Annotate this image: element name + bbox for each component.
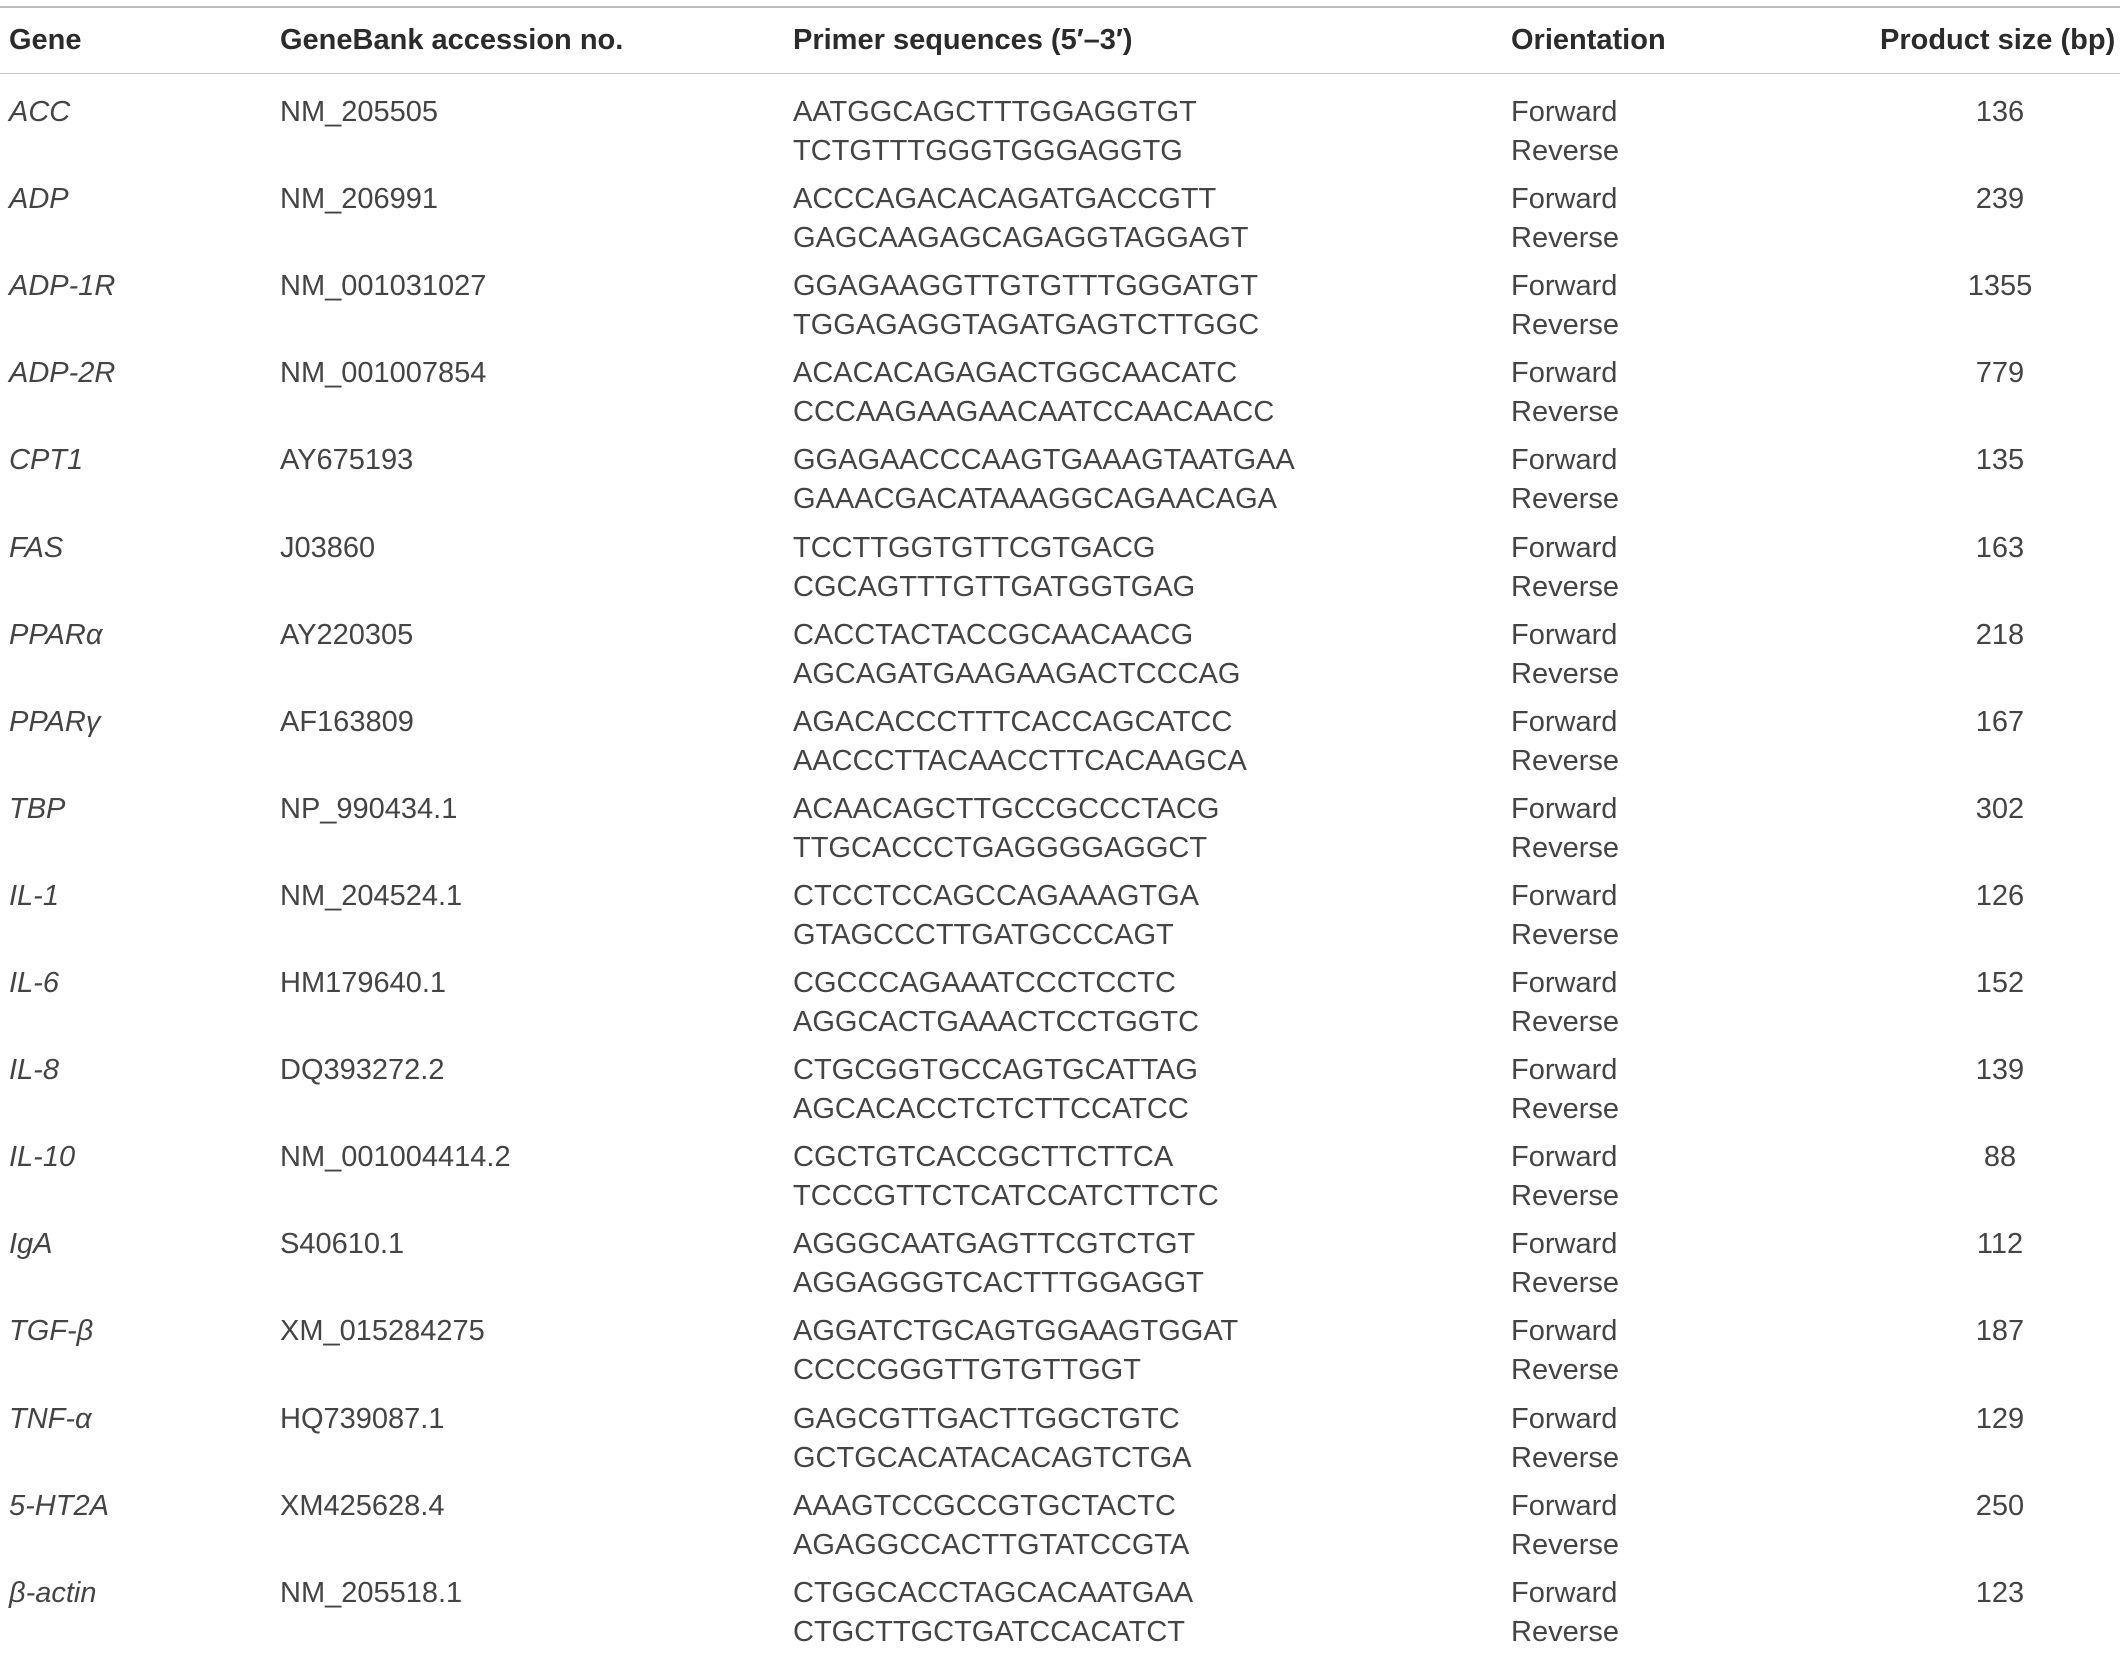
gene-name: PPARα (9, 618, 103, 651)
reverse-primer: TGGAGAGGTAGATGAGTCTTGGC (793, 309, 1260, 342)
orientation-reverse: Reverse (1511, 657, 1619, 690)
reverse-primer: TCTGTTTGGGTGGGAGGTG (793, 135, 1183, 167)
table-row (0, 790, 2120, 877)
table-row (0, 267, 2120, 354)
accession-number: S40610.1 (280, 1228, 405, 1261)
table-row (0, 1487, 2120, 1574)
reverse-primer: GAGCAAGAGCAGAGGTAGGAGT (793, 222, 1249, 255)
forward-primer: GGAGAACCCAAGTGAAAGTAATGAA (793, 444, 1295, 477)
orientation-forward: Forward (1511, 1402, 1618, 1435)
product-size: 126 (1975, 879, 2025, 912)
orientation-reverse: Reverse (1511, 1615, 1619, 1648)
forward-primer: AGACACCCTTTCACCAGCATCC (793, 705, 1233, 738)
table-row (0, 1225, 2120, 1312)
orientation-reverse: Reverse (1511, 1093, 1619, 1126)
orientation-reverse: Reverse (1511, 1267, 1619, 1300)
gene-name: 5-HT2A (9, 1489, 109, 1522)
forward-primer: ACAACAGCTTGCCGCCCTACG (793, 792, 1220, 825)
orientation-reverse: Reverse (1511, 831, 1619, 864)
table-row (0, 93, 2120, 180)
orientation-forward: Forward (1511, 879, 1618, 912)
product-size: 135 (1975, 444, 2025, 477)
accession-number: AY675193 (280, 444, 414, 477)
gene-name: FAS (9, 531, 64, 564)
reverse-primer: GCTGCACATACACAGTCTGA (793, 1441, 1192, 1474)
accession-number: NM_205518.1 (280, 1576, 463, 1609)
gene-name: IL-10 (9, 1141, 76, 1174)
orientation-forward: Forward (1511, 531, 1618, 564)
header-primer: Primer sequences (5′–3′) (793, 24, 1133, 56)
header-accession: GeneBank accession no. (280, 24, 624, 56)
table-row (0, 616, 2120, 703)
orientation-forward: Forward (1511, 96, 1618, 128)
accession-number: NM_001004414.2 (280, 1141, 511, 1174)
gene-name: ADP (9, 183, 69, 216)
orientation-reverse: Reverse (1511, 1528, 1619, 1561)
accession-number: NM_001007854 (280, 357, 487, 390)
accession-number: NM_206991 (280, 183, 438, 216)
accession-number: HM179640.1 (280, 967, 447, 999)
forward-primer: GGAGAAGGTTGTGTTTGGGATGT (793, 270, 1259, 303)
reverse-primer: AACCCTTACAACCTTCACAAGCA (793, 744, 1247, 777)
table-row (0, 180, 2120, 267)
forward-primer: AGGATCTGCAGTGGAAGTGGAT (793, 1315, 1239, 1348)
accession-number: NP_990434.1 (280, 792, 458, 825)
reverse-primer: AGAGGCCACTTGTATCCGTA (793, 1528, 1190, 1561)
product-size: 139 (1975, 1054, 2025, 1087)
forward-primer: AGGGCAATGAGTTCGTCTGT (793, 1228, 1196, 1261)
reverse-primer: AGCAGATGAAGAAGACTCCCAG (793, 657, 1241, 690)
forward-primer: CTGCGGTGCCAGTGCATTAG (793, 1054, 1198, 1087)
gene-name: TBP (9, 792, 66, 825)
forward-primer: GAGCGTTGACTTGGCTGTC (793, 1402, 1180, 1435)
reverse-primer: AGCACACCTCTCTTCCATCC (793, 1093, 1189, 1126)
orientation-forward: Forward (1511, 967, 1618, 999)
table-row (0, 964, 2120, 1051)
table-row (0, 529, 2120, 616)
gene-name: β-actin (9, 1576, 97, 1609)
orientation-forward: Forward (1511, 705, 1618, 738)
orientation-forward: Forward (1511, 792, 1618, 825)
product-size: 112 (1976, 1228, 2024, 1261)
table-row (0, 1138, 2120, 1225)
gene-name: TNF-α (9, 1402, 92, 1435)
table-row (0, 1400, 2120, 1487)
table-row (0, 1051, 2120, 1138)
gene-name: ADP-2R (9, 357, 116, 390)
forward-primer: TCCTTGGTGTTCGTGACG (793, 531, 1156, 564)
accession-number: J03860 (280, 531, 376, 564)
product-size: 218 (1975, 618, 2025, 651)
reverse-primer: AGGCACTGAAACTCCTGGTC (793, 1006, 1200, 1038)
forward-primer: CGCTGTCACCGCTTCTTCA (793, 1141, 1174, 1174)
forward-primer: ACCCAGACACAGATGACCGTT (793, 183, 1217, 216)
table-row (0, 877, 2120, 964)
orientation-reverse: Reverse (1511, 1006, 1619, 1038)
table-row (0, 441, 2120, 528)
orientation-reverse: Reverse (1511, 483, 1619, 516)
orientation-reverse: Reverse (1511, 309, 1619, 342)
reverse-primer: TTGCACCCTGAGGGGAGGCT (793, 831, 1208, 864)
product-size: 152 (1975, 967, 2025, 999)
gene-name: IgA (9, 1228, 53, 1261)
orientation-reverse: Reverse (1511, 396, 1619, 429)
table-row (0, 1574, 2120, 1661)
accession-number: XM_015284275 (280, 1315, 485, 1348)
orientation-forward: Forward (1511, 183, 1618, 216)
reverse-primer: CCCCGGGTTGTGTTGGT (793, 1354, 1141, 1387)
accession-number: AF163809 (280, 705, 414, 738)
forward-primer: CGCCCAGAAATCCCTCCTC (793, 967, 1176, 999)
gene-name: TGF-β (9, 1315, 94, 1348)
orientation-reverse: Reverse (1511, 135, 1619, 167)
forward-primer: CTCCTCCAGCCAGAAAGTGA (793, 879, 1200, 912)
reverse-primer: GAAACGACATAAAGGCAGAACAGA (793, 483, 1277, 516)
accession-number: DQ393272.2 (280, 1054, 445, 1087)
accession-number: XM425628.4 (280, 1489, 445, 1522)
orientation-reverse: Reverse (1511, 1441, 1619, 1474)
orientation-forward: Forward (1511, 1489, 1618, 1522)
orientation-forward: Forward (1511, 1576, 1618, 1609)
gene-name: CPT1 (9, 444, 84, 477)
product-size: 163 (1975, 531, 2025, 564)
header-gene: Gene (9, 24, 82, 56)
product-size: 129 (1975, 1402, 2025, 1435)
header-rule (0, 73, 2120, 74)
accession-number: NM_205505 (280, 96, 438, 128)
orientation-forward: Forward (1511, 270, 1618, 303)
header-product-size: Product size (bp) (1880, 24, 2116, 56)
orientation-forward: Forward (1511, 444, 1618, 477)
gene-name: IL-1 (9, 879, 59, 912)
reverse-primer: TCCCGTTCTCATCCATCTTCTC (793, 1180, 1219, 1213)
header-orientation: Orientation (1511, 24, 1666, 56)
gene-name: ACC (9, 96, 71, 128)
reverse-primer: GTAGCCCTTGATGCCCAGT (793, 918, 1174, 951)
table-row (0, 703, 2120, 790)
gene-name: IL-8 (9, 1054, 59, 1087)
orientation-reverse: Reverse (1511, 744, 1619, 777)
orientation-forward: Forward (1511, 1315, 1618, 1348)
reverse-primer: CCCAAGAAGAACAATCCAACAACC (793, 396, 1275, 429)
accession-number: NM_001031027 (280, 270, 487, 303)
gene-name: IL-6 (9, 967, 59, 999)
gene-name: ADP-1R (9, 270, 116, 303)
accession-number: HQ739087.1 (280, 1402, 445, 1435)
orientation-forward: Forward (1511, 1228, 1618, 1261)
product-size: 167 (1975, 705, 2025, 738)
orientation-reverse: Reverse (1511, 918, 1619, 951)
gene-name: PPARγ (9, 705, 101, 738)
orientation-reverse: Reverse (1511, 570, 1619, 603)
product-size: 250 (1975, 1489, 2025, 1522)
product-size: 239 (1975, 183, 2025, 216)
product-size: 88 (1983, 1141, 2017, 1174)
reverse-primer: AGGAGGGTCACTTTGGAGGT (793, 1267, 1204, 1300)
orientation-reverse: Reverse (1511, 222, 1619, 255)
product-size: 136 (1975, 96, 2025, 128)
product-size: 302 (1975, 792, 2025, 825)
forward-primer: AATGGCAGCTTTGGAGGTGT (793, 96, 1197, 128)
product-size: 123 (1975, 1576, 2025, 1609)
accession-number: AY220305 (280, 618, 414, 651)
forward-primer: AAAGTCCGCCGTGCTACTC (793, 1489, 1176, 1522)
forward-primer: ACACACAGAGACTGGCAACATC (793, 357, 1238, 390)
orientation-forward: Forward (1511, 1054, 1618, 1087)
orientation-forward: Forward (1511, 1141, 1618, 1174)
orientation-forward: Forward (1511, 357, 1618, 390)
forward-primer: CACCTACTACCGCAACAACG (793, 618, 1194, 651)
product-size: 187 (1975, 1315, 2025, 1348)
table-row (0, 1312, 2120, 1399)
product-size: 1355 (1967, 270, 2033, 303)
orientation-reverse: Reverse (1511, 1180, 1619, 1213)
forward-primer: CTGGCACCTAGCACAATGAA (793, 1576, 1194, 1609)
reverse-primer: CTGCTTGCTGATCCACATCT (793, 1615, 1185, 1648)
product-size: 779 (1975, 357, 2025, 390)
accession-number: NM_204524.1 (280, 879, 463, 912)
table-row (0, 354, 2120, 441)
reverse-primer: CGCAGTTTGTTGATGGTGAG (793, 570, 1196, 603)
orientation-reverse: Reverse (1511, 1354, 1619, 1387)
table-top-rule (0, 6, 2120, 8)
orientation-forward: Forward (1511, 618, 1618, 651)
